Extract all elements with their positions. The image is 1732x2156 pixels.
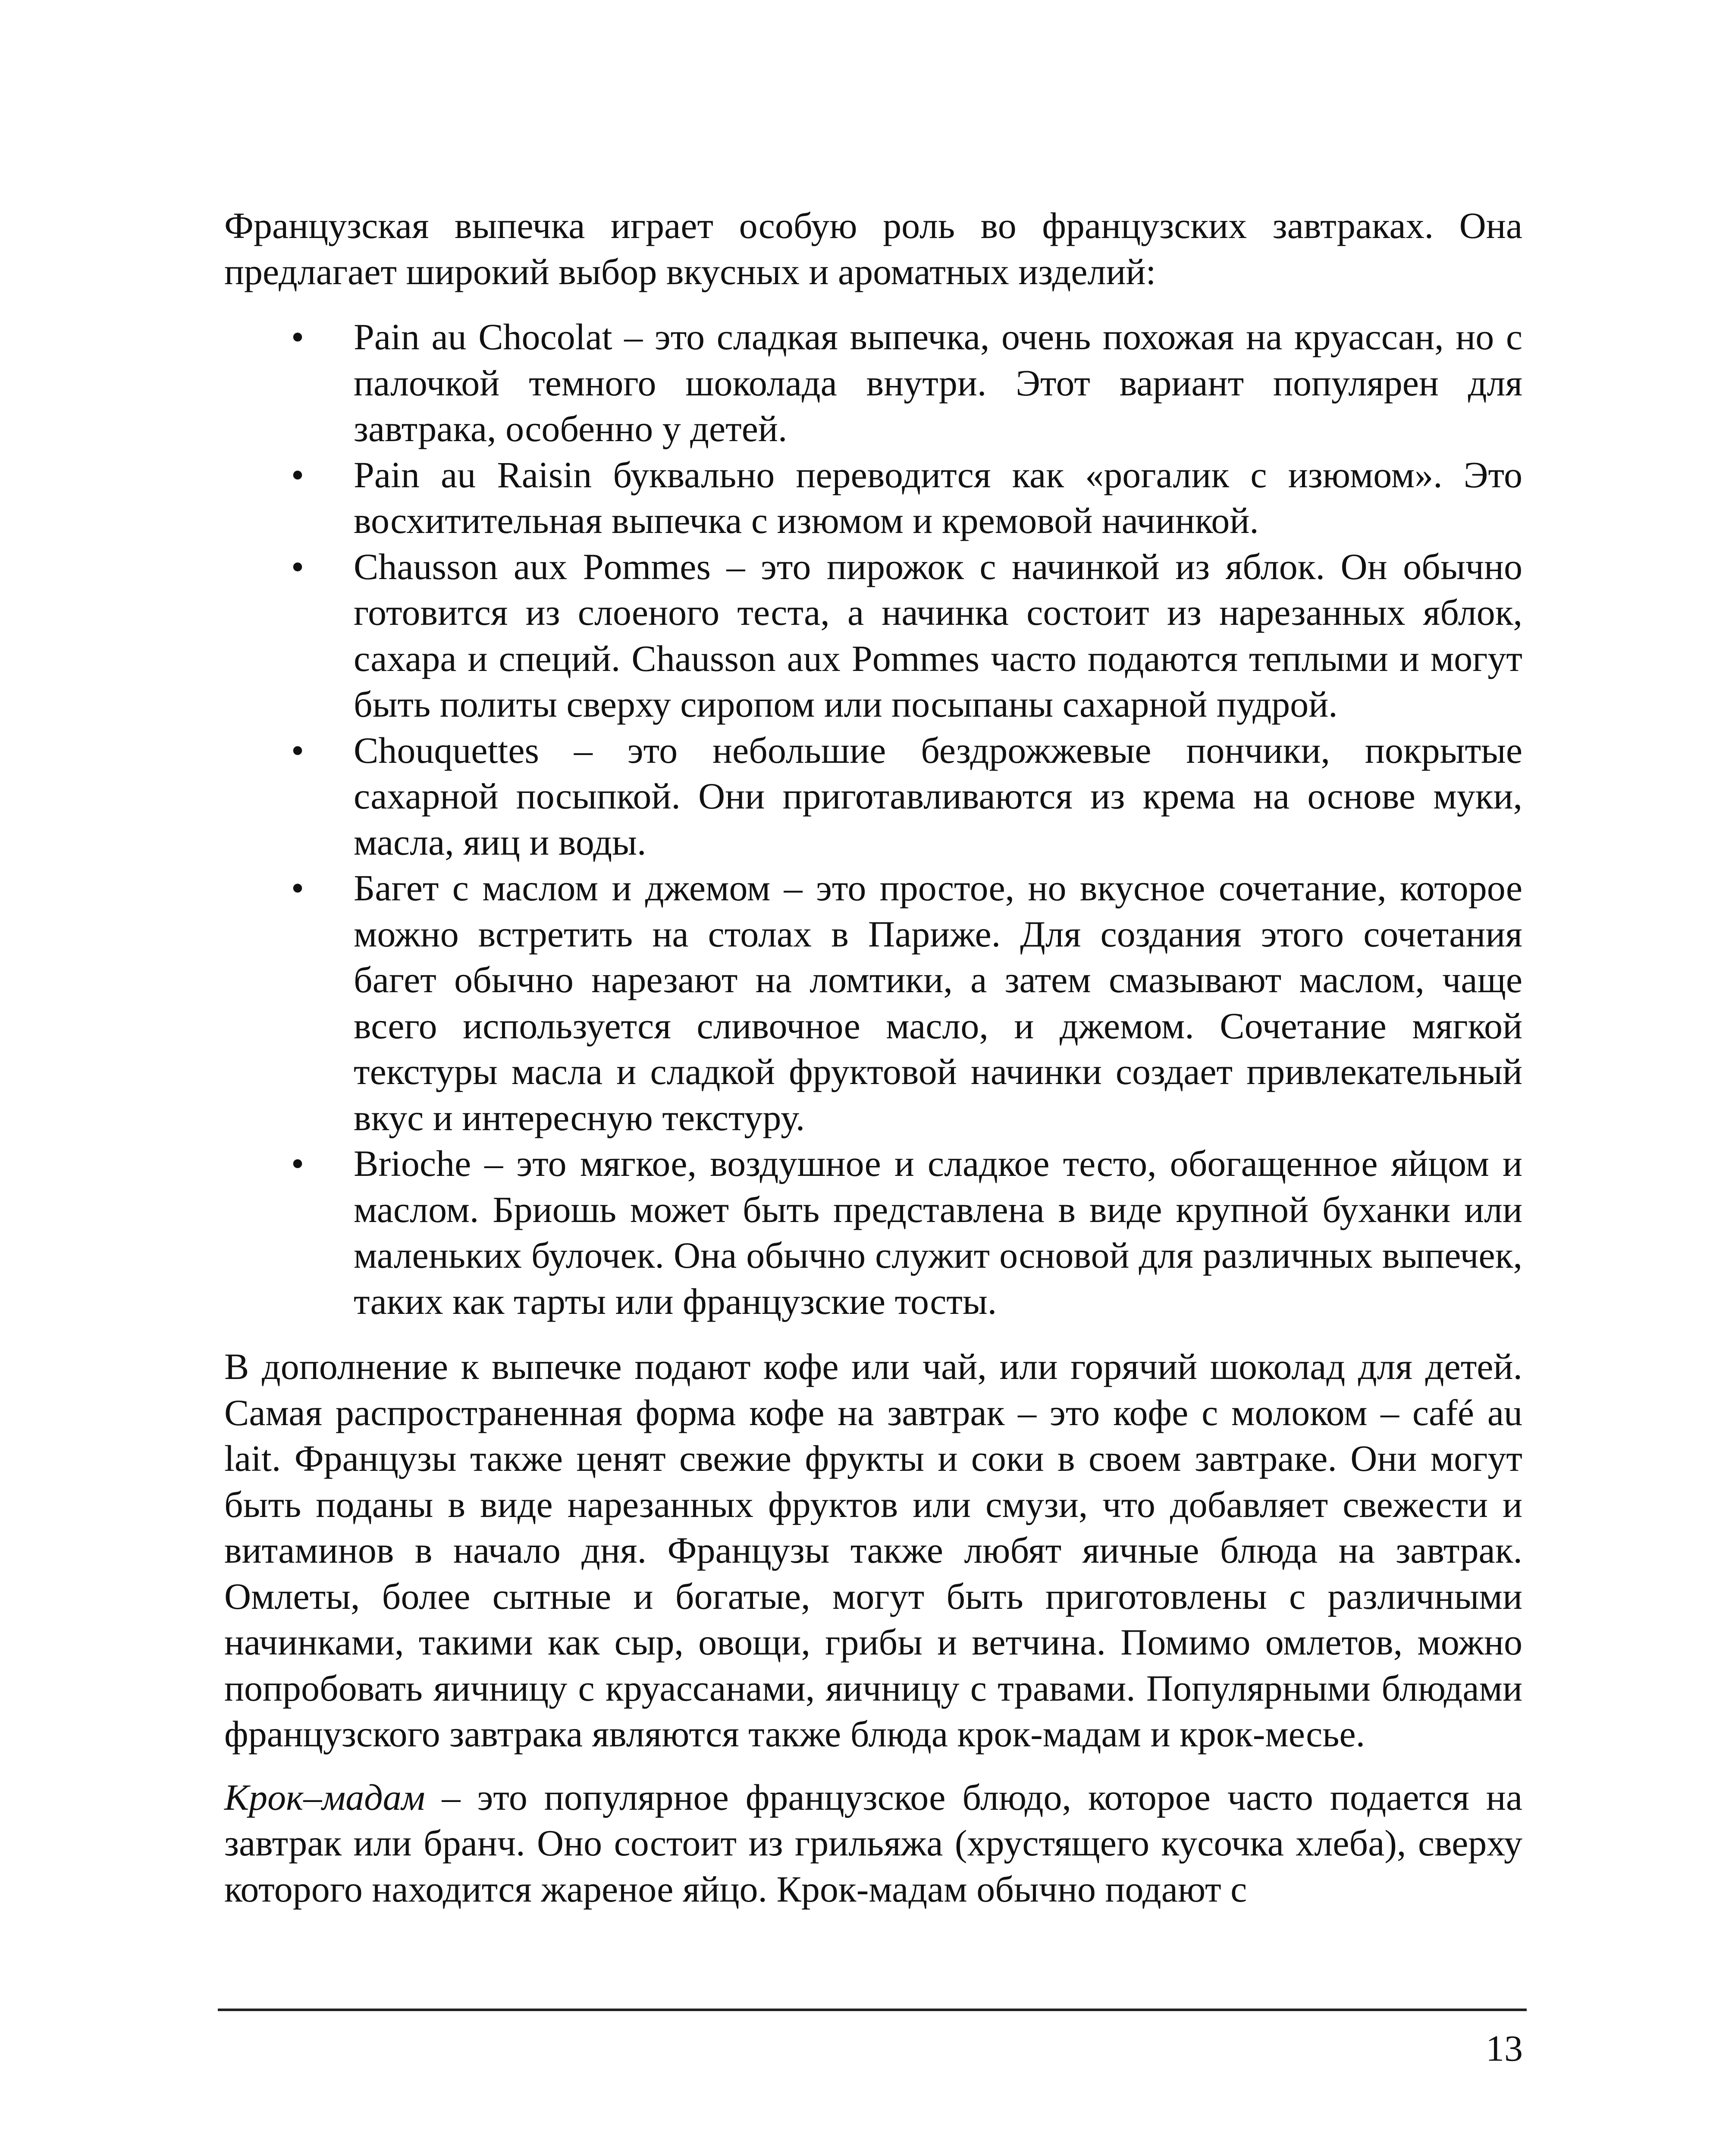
- list-item-text: Pain au Raisin буквально переводится как «рогалик с изюмом». Это восхитительная выпечка с изюмом и кремовой начинкой.: [354, 454, 1522, 541]
- drinks-paragraph: В дополнение к выпечке подают кофе или чай, или горячий шоколад для детей. Самая распространенная форма кофе на завтрак – это кофе с молоком – café au lait. Французы также ценят свежие фрукты и соки в своем завтраке. Они могут быть поданы в виде нарезанных фруктов или смузи, что добавляет свежести и витаминов в начало дня. Французы также любят яичные блюда на завтрак. Омлеты, более сытные и богатые, могут быть приготовлены с различными начинками, такими как сыр, овощи, грибы и ветчина. Помимо омлетов, можно попробовать яичницу с круассанами, яичницу с травами. Популярными блюдами французского завтрака являются также блюда крок-мадам и крок-месье.: [224, 1346, 1522, 1755]
- list-item-text: Chouquettes – это небольшие бездрожжевые пончики, покрытые сахарной посыпкой. Они приготавливаются из крема на основе муки, масла, яиц и воды.: [354, 729, 1522, 863]
- list-item: [291, 452, 1522, 544]
- intro-paragraph: Французская выпечка играет особую роль во французских завтраках. Она предлагает широкий выбор вкусных и ароматных изделий:: [224, 205, 1522, 292]
- bullet-icon: •: [291, 867, 304, 909]
- bullet-icon: •: [291, 729, 304, 771]
- list-item: [291, 544, 1522, 727]
- list-item-text: Pain au Chocolat – это сладкая выпечка, очень похожая на круассан, но с палочкой темного шоколада внутри. Этот вариант популярен для завтрака, особенно у детей.: [354, 316, 1522, 449]
- bullet-icon: •: [291, 1143, 304, 1184]
- list-item-text: Багет с маслом и джемом – это простое, но вкусное сочетание, которое можно встретить на столах в Париже. Для создания этого сочетания багет обычно нарезают на ломтики, а затем смазывают маслом, чаще всего используется сливочное масло, и джемом. Сочетание мягкой текстуры масла и сладкой фруктовой начинки создает привлекательный вкус и интересную текстуру.: [354, 867, 1522, 1138]
- body-text: [224, 203, 1522, 1912]
- pastry-list: [224, 314, 1522, 1324]
- list-item: [291, 1141, 1522, 1324]
- page-number: 13: [1486, 2028, 1523, 2069]
- list-item-text: Chausson aux Pommes – это пирожок с начинкой из яблок. Он обычно готовится из слоеного теста, а начинка состоит из нарезанных яблок, сахара и специй. Chausson aux Pommes часто подаются теплыми и могут быть политы сверху сиропом или посыпаны сахарной пудрой.: [354, 545, 1522, 725]
- croque-madame-term: Крок–мадам: [224, 1776, 425, 1818]
- footer-divider: [218, 2009, 1527, 2011]
- croque-madame-text: – это популярное французское блюдо, которое часто подается на завтрак или бранч. Оно состоит из грильяжа (хрустящего кусочка хлеба), сверху которого находится жареное яйцо. Крок-мадам обычно подают с: [224, 1776, 1522, 1910]
- list-item: [291, 727, 1522, 865]
- list-item: [291, 314, 1522, 452]
- bullet-icon: •: [291, 316, 304, 357]
- list-item-text: Brioche – это мягкое, воздушное и сладкое тесто, обогащенное яйцом и маслом. Бриошь может быть представлена в виде крупной буханки или маленьких булочек. Она обычно служит основой для различных выпечек, таких как тарты или французские тосты.: [354, 1143, 1522, 1322]
- croque-madame-paragraph: [224, 1774, 1522, 1912]
- list-item: [291, 865, 1522, 1141]
- bullet-icon: •: [291, 545, 304, 587]
- bullet-icon: •: [291, 454, 304, 495]
